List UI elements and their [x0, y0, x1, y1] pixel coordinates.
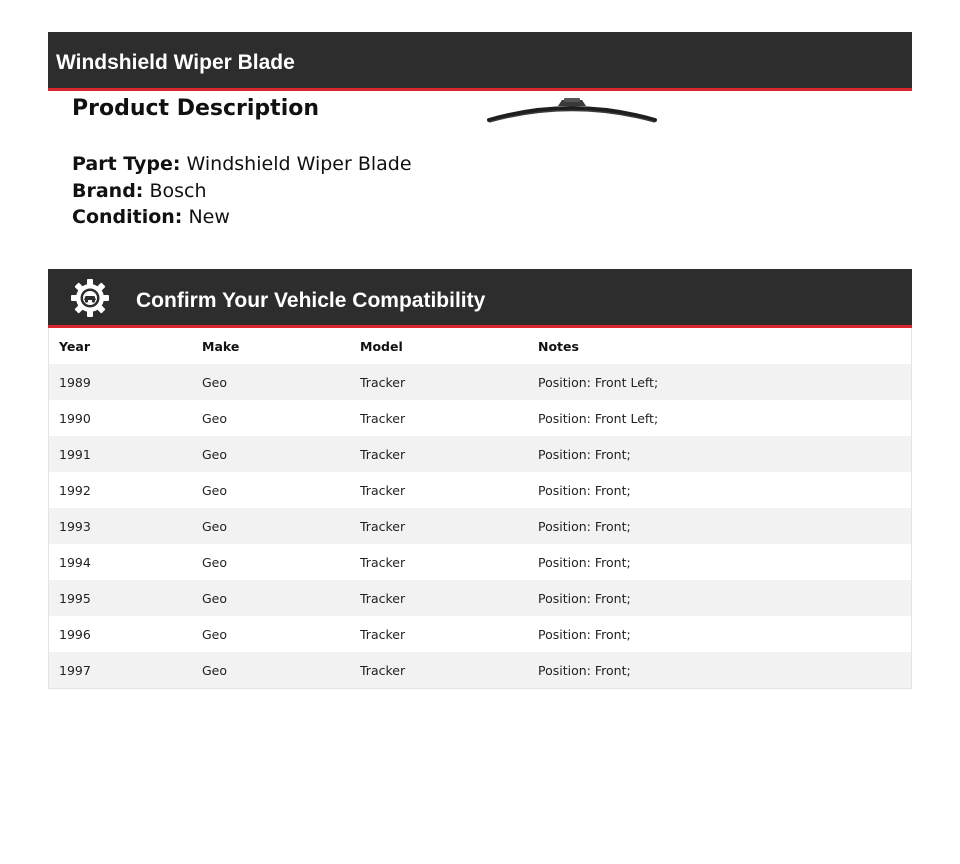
cell-model: Tracker	[360, 626, 406, 642]
compatibility-table	[48, 328, 912, 689]
cell-make: Geo	[202, 590, 228, 606]
cell-year: 1993	[59, 518, 91, 534]
column-header-year: Year	[59, 338, 90, 354]
cell-year: 1990	[59, 410, 91, 426]
cell-model: Tracker	[360, 410, 406, 426]
cell-year: 1991	[59, 446, 91, 462]
cell-make: Geo	[202, 554, 228, 570]
cell-model: Tracker	[360, 662, 406, 678]
spec-label: Brand:	[72, 179, 144, 202]
cell-notes: Position: Front;	[538, 590, 631, 606]
spec-value: Bosch	[149, 179, 207, 202]
cell-make: Geo	[202, 410, 228, 426]
spec-label: Condition:	[72, 206, 183, 228]
compatibility-title: Confirm Your Vehicle Compatibility	[136, 289, 486, 312]
cell-year: 1997	[59, 662, 91, 678]
cell-model: Tracker	[360, 446, 406, 462]
cell-year: 1995	[59, 590, 91, 606]
table-row	[49, 472, 911, 508]
table-row	[49, 544, 911, 580]
cell-year: 1989	[59, 374, 91, 390]
table-row	[49, 364, 911, 400]
spec-label: Part Type:	[72, 153, 181, 175]
spec-value: Windshield Wiper Blade	[186, 153, 412, 175]
wiper-blade-image	[486, 94, 658, 128]
table-row	[49, 616, 911, 652]
cell-model: Tracker	[360, 554, 406, 570]
cell-make: Geo	[202, 662, 228, 678]
table-row	[49, 436, 911, 472]
title-bar	[48, 32, 912, 91]
spec-condition	[72, 204, 412, 231]
spec-brand	[72, 178, 412, 205]
cell-year: 1994	[59, 554, 91, 570]
cell-notes: Position: Front Left;	[538, 374, 659, 390]
cell-notes: Position: Front;	[538, 662, 631, 678]
column-header-notes: Notes	[538, 338, 579, 354]
table-row	[49, 652, 911, 688]
cell-notes: Position: Front;	[538, 626, 631, 642]
table-row	[49, 580, 911, 616]
cell-notes: Position: Front Left;	[538, 410, 659, 426]
cell-model: Tracker	[360, 374, 406, 390]
gear-car-icon	[70, 278, 110, 318]
cell-year: 1996	[59, 626, 91, 642]
product-title: Windshield Wiper Blade	[56, 51, 295, 74]
cell-notes: Position: Front;	[538, 518, 631, 534]
compatibility-bar	[48, 269, 912, 328]
cell-make: Geo	[202, 374, 228, 390]
cell-model: Tracker	[360, 590, 406, 606]
cell-notes: Position: Front;	[538, 446, 631, 462]
cell-model: Tracker	[360, 518, 406, 534]
cell-make: Geo	[202, 518, 228, 534]
spec-list	[72, 151, 412, 231]
description-heading: Product Description	[72, 96, 320, 121]
cell-notes: Position: Front;	[538, 482, 631, 498]
cell-make: Geo	[202, 626, 228, 642]
spec-value: New	[188, 206, 230, 228]
cell-make: Geo	[202, 446, 228, 462]
spec-part-type	[72, 151, 412, 178]
table-row	[49, 400, 911, 436]
cell-make: Geo	[202, 482, 228, 498]
cell-model: Tracker	[360, 482, 406, 498]
cell-year: 1992	[59, 482, 91, 498]
column-header-model: Model	[360, 338, 403, 354]
table-row	[49, 508, 911, 544]
column-header-make: Make	[202, 338, 240, 354]
cell-notes: Position: Front;	[538, 554, 631, 570]
table-header-row	[49, 328, 911, 364]
